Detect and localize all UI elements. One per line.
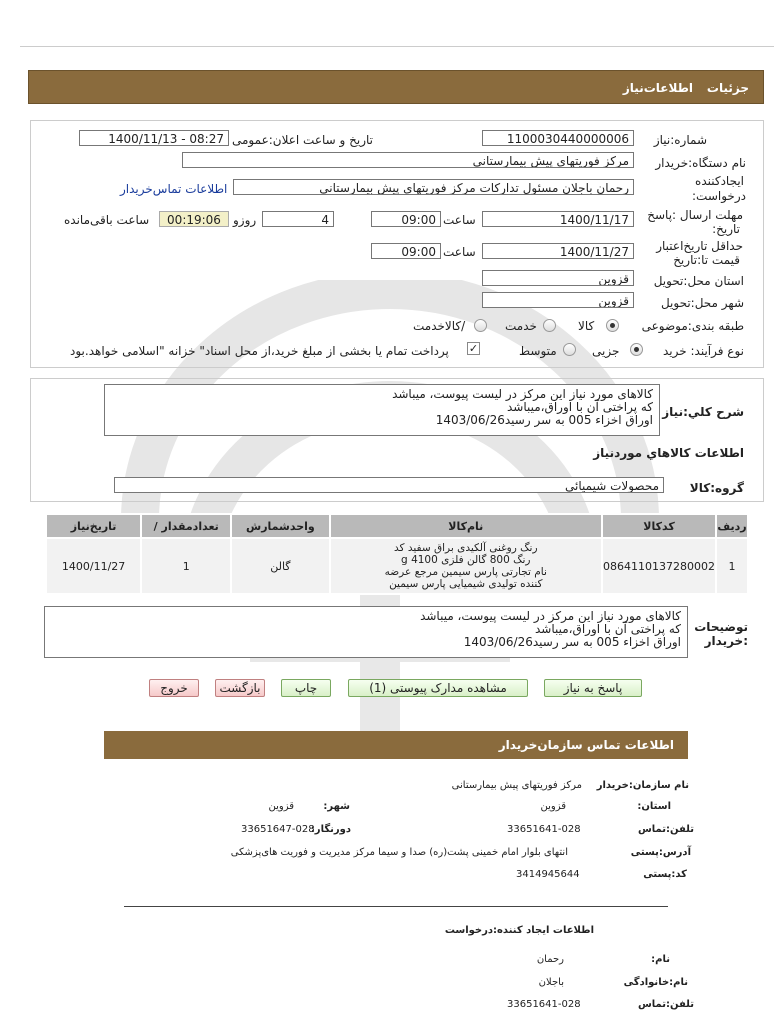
cell-date: 1400/11/27 [46,538,141,594]
col-unit: واحدشمارش [231,514,329,538]
contact-province-label: استان: [637,801,671,812]
summary-line: اوراق اخزاء 005 به سر رسید1403/06/26 [435,413,653,427]
col-date: تاریخ‌نیاز [46,514,141,538]
contact-title: اطلاعات تماس سازمان‌خریدار [498,738,674,752]
buyer-notes-line: اوراق اخزاء 005 به سر رسید1403/06/26 [463,635,681,649]
process-partial-radio[interactable] [630,343,643,356]
buyer-notes-label-1: توضیحات [694,620,748,634]
exit-button[interactable]: خروج [149,679,199,697]
goods-group-label: گروه:کالا [689,481,744,495]
validity-time-label: ساعت [443,245,476,259]
goods-info-title: اطلاعات کالاهاي موردنياز [593,446,744,460]
category-service-radio[interactable] [543,319,556,332]
buyer-notes-text [44,606,688,658]
announce-label: تاریخ و ساعت اعلان:عمومی [232,133,374,147]
buyer-notes-line: کالاهای مورد نیاز این مرکز در لیست پیوست، میباشد [420,609,681,623]
cell-name [330,538,603,594]
cell-name-line: نام تجارتی پارس سیمین مرجع عرضه [384,566,547,578]
need-number-label: شماره:نیاز [653,133,707,147]
category-both-label: /کالاخدمت [413,319,466,333]
cell-name-line: کننده تولیدی شیمیایی پارس سیمین [389,578,543,590]
city-label: شهر محل:تحویل [660,296,744,310]
creator-label-2: درخواست: [692,189,746,203]
process-label: نوع فرآیند: خرید [663,344,744,358]
contact-address-label: آدرس:پستی [630,847,691,858]
treasury-payment-note: پرداخت تمام یا بخشی از مبلغ خرید،از محل اسناد" خزانه "اسلامی خواهد.بود [70,344,449,358]
contact-postal-value: 3414945644 [516,869,580,880]
category-goods-label: کالا [578,319,595,333]
treasury-payment-checkbox[interactable]: ✓ [468,342,479,355]
province-field[interactable]: قزوین [482,270,634,286]
creator-field[interactable]: رحمان باجلان مسئول تدارکات مرکز فوریتهای پیش بیمارستانی [233,179,634,195]
remaining-label: ساعت باقی‌مانده [64,213,150,227]
validity-label-2: قیمت تا:تاریخ [673,253,740,267]
contact-postal-label: کد:پستی [643,869,687,880]
col-qty: / تعدادمقدار [141,514,231,538]
creator-name-label: نام: [651,954,670,965]
contact-fax-value: 33651647-028 [241,824,315,835]
page-header [28,70,764,104]
category-both-radio[interactable] [474,319,487,332]
summary-line: که پراختی آن با اوراق،میباشد [506,400,653,414]
days-field[interactable]: 4 [262,211,334,227]
top-divider [20,46,774,47]
col-code: کدکالا [602,514,716,538]
reply-button[interactable]: پاسخ به نیاز [544,679,642,697]
buyer-org-label: نام دستگاه:خریدار [655,156,746,170]
cell-row: 1 [716,538,748,594]
creator-family-label: نام:خانوادگی [623,977,688,988]
buyer-org-field[interactable]: مرکز فوریتهای پیش بیمارستانی [182,152,634,168]
col-row: ردیف [716,514,748,538]
city-field[interactable]: قزوین [482,292,634,308]
buyer-notes-label-2: :خریدار [704,634,748,648]
contact-phone-value: 33651641-028 [507,824,581,835]
contact-province-value: قزوین [540,801,566,812]
summary-text [104,384,660,436]
process-medium-radio[interactable] [563,343,576,356]
cell-name-line: رنگ روغنی آلکیدی براق سفید کد [394,542,538,554]
contact-address-value: انتهای بلوار امام خمینی پشت(ره) صدا و سیما مرکز مدیریت و فوریت های‌پزشکی [230,847,568,858]
creator-name-value: رحمان [536,954,564,965]
cell-name-line: رنگ 800 گالن فلزی 4100 g [401,554,531,566]
cell-qty: 1 [141,538,231,594]
deadline-time-label: ساعت [443,213,476,227]
tab-need-info[interactable]: اطلاعات‌نیاز [622,81,693,95]
deadline-label-1: مهلت ارسال :پاسخ [647,208,743,222]
tab-details[interactable]: جزئیات [706,81,749,95]
need-number-field[interactable]: 1100030440000006 [482,130,634,146]
contact-phone-label: تلفن:تماس [637,824,694,835]
announce-field[interactable]: 1400/11/13 - 08:27 [79,130,229,146]
validity-label-1: حداقل تاریخ‌اعتبار [656,239,743,253]
items-table [45,513,749,595]
category-goods-radio[interactable] [606,319,619,332]
days-label: روزو [233,213,257,227]
contact-divider [124,906,668,907]
category-label: طبقه بندی:موضوعی [641,319,744,333]
buyer-contact-link[interactable]: اطلاعات تماس‌خریدار [120,182,228,196]
back-button[interactable]: بازگشت [215,679,265,697]
summary-label: شرح کلي:نياز [662,405,744,419]
attachments-button[interactable]: مشاهده مدارک پیوستی (1) [348,679,528,697]
buyer-notes-line: که پراختی آن با اوراق،میباشد [534,622,681,636]
goods-group-field[interactable]: محصولات شیمیائی [114,477,664,493]
contact-org-label: نام سازمان:خریدار [596,780,689,791]
col-name: نام‌کالا [330,514,603,538]
contact-org-value: مرکز فوریتهای پیش بیمارستانی [451,780,582,791]
category-service-label: خدمت [505,319,537,333]
table-row [46,538,748,594]
summary-line: کالاهای مورد نیاز این مرکز در لیست پیوست، میباشد [392,387,653,401]
contact-city-value: قزوین [268,801,294,812]
cell-unit: گالن [231,538,329,594]
contact-header [104,731,688,759]
deadline-date-field[interactable]: 1400/11/17 [482,211,634,227]
remaining-time-field: 00:19:06 [159,211,229,227]
creator-label-1: ایجادکننده [695,174,744,188]
print-button[interactable]: چاپ [281,679,331,697]
contact-fax-label: دورنگار: [310,824,351,835]
province-label: استان محل:تحویل [653,274,744,288]
cell-code: 0864110137280002 [602,538,716,594]
deadline-time-field[interactable]: 09:00 [371,211,441,227]
validity-date-field[interactable]: 1400/11/27 [482,243,634,259]
creator-phone-value: 33651641-028 [507,999,581,1010]
deadline-label-2: تاریخ: [712,222,740,236]
process-medium-label: متوسط [519,344,557,358]
process-partial-label: جزیی [592,344,620,358]
creator-phone-label: تلفن:تماس [637,999,694,1010]
contact-city-label: شهر: [323,801,350,812]
creator-family-value: باجلان [538,977,564,988]
creator-info-title: اطلاعات ایجاد کننده:درخواست [444,925,594,936]
validity-time-field[interactable]: 09:00 [371,243,441,259]
